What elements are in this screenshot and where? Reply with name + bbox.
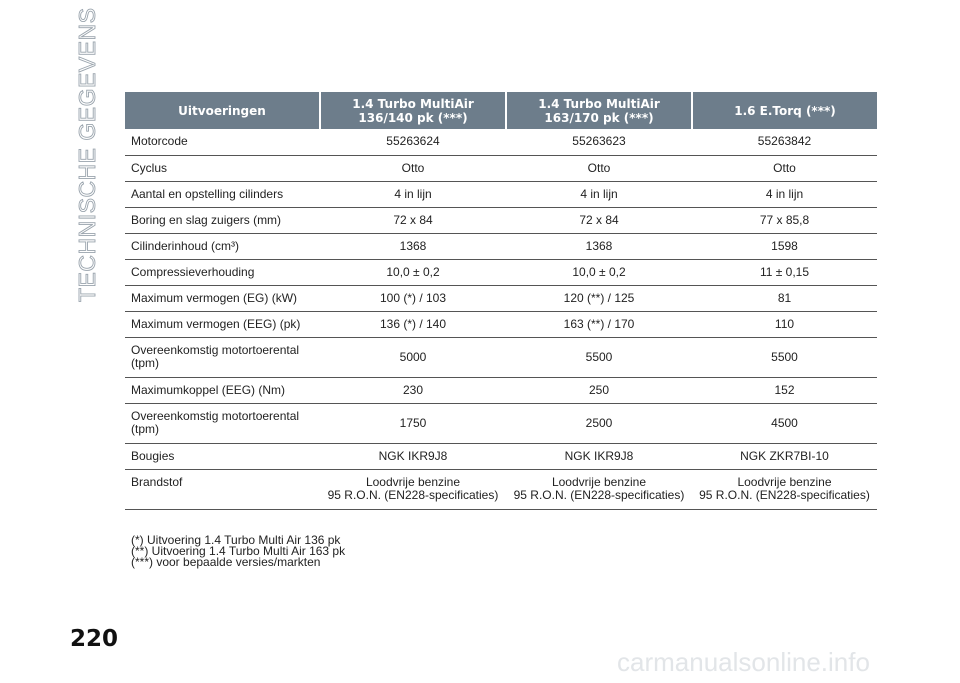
row-label: Maximum vermogen (EEG) (pk) <box>125 311 320 337</box>
table-row <box>125 259 877 285</box>
header-line: 1.6 E.Torq (***) <box>734 103 836 118</box>
cell-value: NGK IKR9J8 <box>506 443 692 469</box>
cell-value: 55263842 <box>692 129 877 155</box>
cell-value: 120 (**) / 125 <box>506 285 692 311</box>
cell-value: 4 in lijn <box>506 181 692 207</box>
row-label: Motorcode <box>125 129 320 155</box>
cell-value: 163 (**) / 170 <box>506 311 692 337</box>
row-label: Boring en slag zuigers (mm) <box>125 207 320 233</box>
cell-value: 136 (*) / 140 <box>320 311 506 337</box>
row-label <box>125 403 320 443</box>
table-row <box>125 129 877 155</box>
row-label: Cilinderinhoud (cm³) <box>125 233 320 259</box>
cell-value: Otto <box>320 155 506 181</box>
cell-value: NGK IKR9J8 <box>320 443 506 469</box>
table-row <box>125 377 877 403</box>
cell-line: 95 R.O.N. (EN228-specificaties) <box>327 487 499 502</box>
header-14-turbo-163 <box>506 92 692 129</box>
table-row <box>125 207 877 233</box>
row-label <box>125 337 320 377</box>
header-line: 163/170 pk (***) <box>544 110 654 125</box>
row-label-line: (tpm) <box>131 422 159 436</box>
table-row <box>125 469 877 509</box>
cell-value: 152 <box>692 377 877 403</box>
cell-line: Loodvrije benzine <box>365 474 461 489</box>
cell-value: 77 x 85,8 <box>692 207 877 233</box>
cell-value: Otto <box>692 155 877 181</box>
cell-value: 72 x 84 <box>506 207 692 233</box>
header-16-etorq <box>692 92 877 129</box>
technical-specs-table <box>125 92 877 510</box>
row-label: Maximum vermogen (EG) (kW) <box>125 285 320 311</box>
row-label: Brandstof <box>125 469 320 509</box>
cell-value: 2500 <box>506 403 692 443</box>
table-header-row <box>125 92 877 129</box>
cell-value: 11 ± 0,15 <box>692 259 877 285</box>
cell-value: 72 x 84 <box>320 207 506 233</box>
cell-value: 81 <box>692 285 877 311</box>
watermark-text: carmanualsonline.info <box>617 647 870 677</box>
footnotes <box>131 535 345 568</box>
row-label: Compressieverhouding <box>125 259 320 285</box>
cell-value: 230 <box>320 377 506 403</box>
cell-value: 55263623 <box>506 129 692 155</box>
cell-value <box>506 469 692 509</box>
cell-value: 100 (*) / 103 <box>320 285 506 311</box>
row-label: Bougies <box>125 443 320 469</box>
cell-value: 1368 <box>506 233 692 259</box>
cell-value <box>692 469 877 509</box>
table-row <box>125 337 877 377</box>
footnote: (***) voor bepaalde versies/markten <box>131 555 321 569</box>
header-line: 136/140 pk (***) <box>358 110 468 125</box>
header-14-turbo-136 <box>320 92 506 129</box>
cell-value: 1368 <box>320 233 506 259</box>
cell-line: Loodvrije benzine <box>737 474 832 489</box>
header-versions <box>125 92 320 129</box>
cell-value: 5500 <box>506 337 692 377</box>
section-title-vertical: TECHNISCHE GEGEVENS <box>74 7 100 302</box>
cell-value: 10,0 ± 0,2 <box>506 259 692 285</box>
cell-value: 110 <box>692 311 877 337</box>
header-line: 1.4 Turbo MultiAir <box>538 96 660 111</box>
row-label: Cyclus <box>125 155 320 181</box>
table-row <box>125 155 877 181</box>
table-row <box>125 403 877 443</box>
row-label: Maximumkoppel (EEG) (Nm) <box>125 377 320 403</box>
row-label-line: (tpm) <box>131 356 159 370</box>
cell-value: Otto <box>506 155 692 181</box>
row-label: Aantal en opstelling cilinders <box>125 181 320 207</box>
header-line: 1.4 Turbo MultiAir <box>352 96 474 111</box>
page-number: 220 <box>70 626 119 652</box>
table-row <box>125 233 877 259</box>
cell-value: 1750 <box>320 403 506 443</box>
table-row <box>125 181 877 207</box>
table-row <box>125 443 877 469</box>
footnote: (*) Uitvoering 1.4 Turbo Multi Air 136 pk <box>131 533 341 547</box>
cell-value: 5000 <box>320 337 506 377</box>
row-label-line: Overeenkomstig motortoerental <box>131 409 300 423</box>
cell-value: 1598 <box>692 233 877 259</box>
header-line: Uitvoeringen <box>178 103 266 118</box>
cell-value: 4500 <box>692 403 877 443</box>
cell-value <box>320 469 506 509</box>
cell-line: 95 R.O.N. (EN228-specificaties) <box>513 487 685 502</box>
table-row <box>125 285 877 311</box>
row-label-line: Overeenkomstig motortoerental <box>131 343 300 357</box>
cell-value: 10,0 ± 0,2 <box>320 259 506 285</box>
cell-line: 95 R.O.N. (EN228-specificaties) <box>699 487 870 502</box>
cell-value: 4 in lijn <box>320 181 506 207</box>
cell-value: 5500 <box>692 337 877 377</box>
cell-value: 250 <box>506 377 692 403</box>
table-row <box>125 311 877 337</box>
cell-value: 55263624 <box>320 129 506 155</box>
footnote: (**) Uitvoering 1.4 Turbo Multi Air 163 pk <box>131 544 346 558</box>
cell-line: Loodvrije benzine <box>551 474 647 489</box>
cell-value: NGK ZKR7BI-10 <box>692 443 877 469</box>
cell-value: 4 in lijn <box>692 181 877 207</box>
